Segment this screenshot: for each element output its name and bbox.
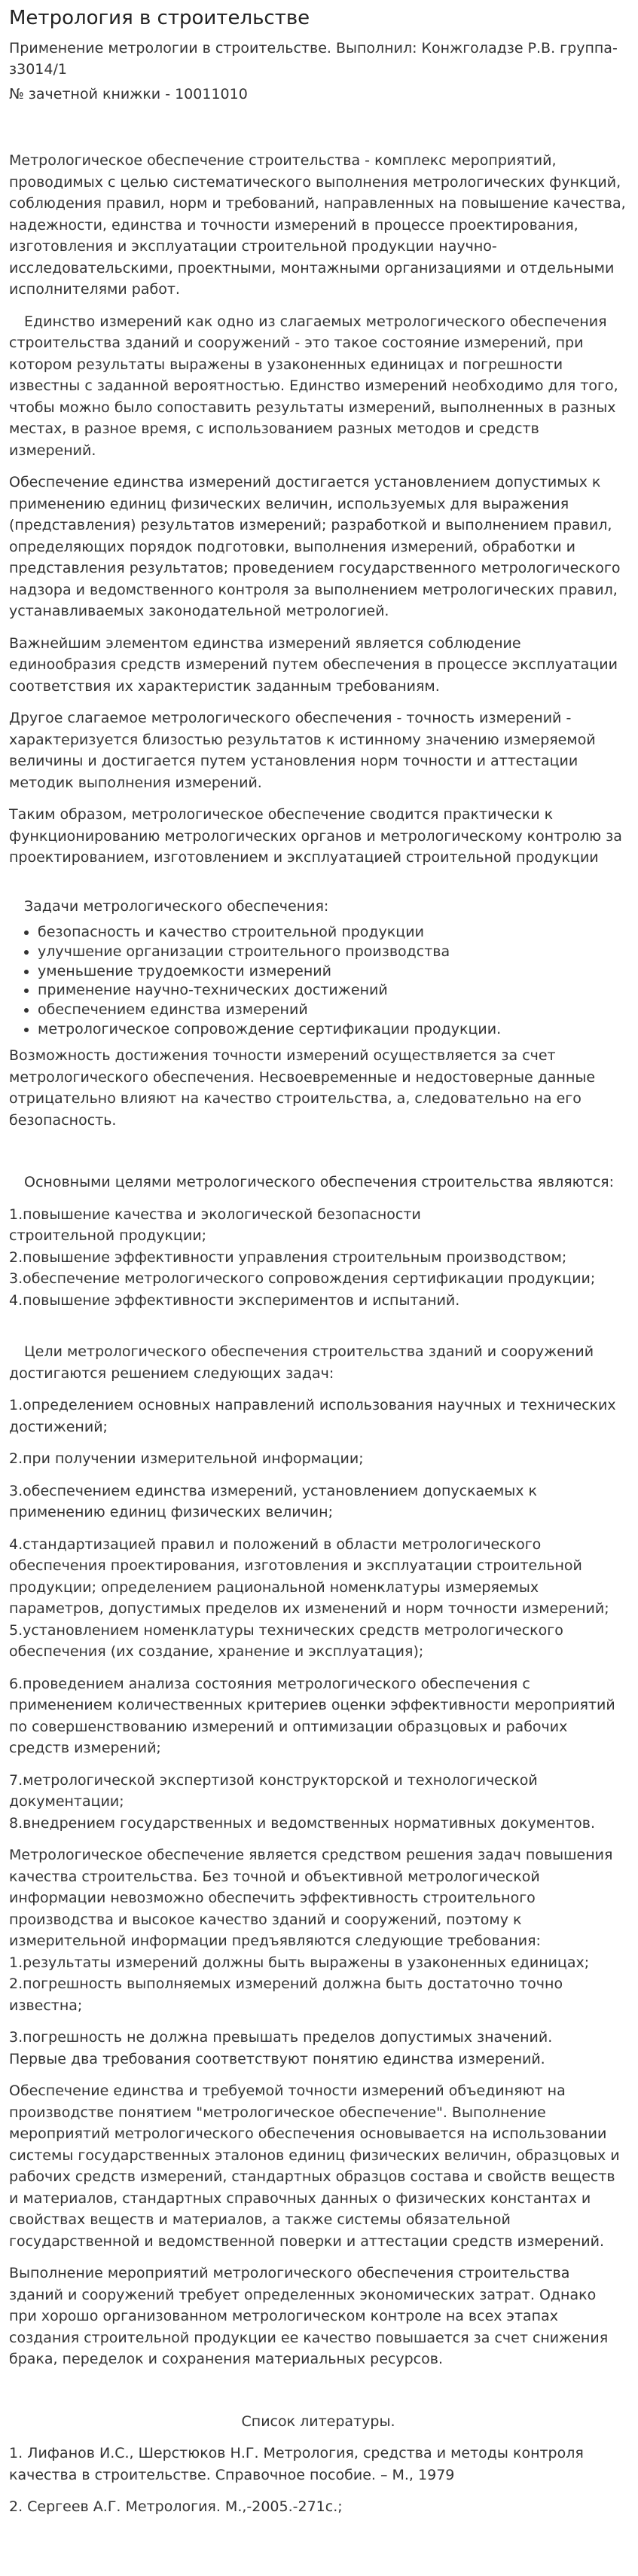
goal-item: 2.повышение эффективности управления строительным производством; (9, 1248, 567, 1266)
subtitle: Применение метрологии в строительстве. Выполнил: Конжголадзе Р.В. группа-з3014/1 (9, 39, 618, 78)
intro-paragraph: Важнейшим элементом единства измерений является соблюдение единообразия средств измерений путем обеспечения в процессе эксплуатации соответствия их характеристик заданным требованиям. (9, 634, 618, 695)
goals-heading: Основными целями метрологического обеспечения строительства являются: (24, 1174, 615, 1191)
goal-item: 3.обеспечение метрологического сопровождения сертификации продукции; (9, 1270, 596, 1288)
requirements-intro: Метрологическое обеспечение является средством решения задач повышения качества строительства. Без точной и объективной метрологической информации невозможно обеспечить эффективность строительного производства и высокое качество зданий и сооружений, поэтому к измерительной информации предъявляются следующие требования: (9, 1847, 613, 1950)
reference-item: 1. Лифанов И.С., Шерстюков Н.Г. Метрология, средства и методы контроля качества в строительстве. Справочное пособие. – М., 1979 (9, 2445, 584, 2483)
reference-item: 2. Сергеев А.Г. Метрология. М.,-2005.-271с.; (9, 2498, 343, 2516)
requirement-item: Первые два требования соответствуют понятию единства измерений. (9, 2050, 545, 2067)
intro-paragraph: Метрологическое обеспечение строительства - комплекс мероприятий, проводимых с целью систематического выполнения метрологических функций, соблюдения правил, норм и требований, направленных на повышение качества, надежности, единства и точности измерений в процессе проектирования, изготовления и эксплуатации строительной продукции научно-исследовательскими, проектными, монтажными организациями и отдельными исполнителями работ. (9, 152, 626, 298)
objective-item: 1.определением основных направлений использования научных и технических достижений; (9, 1397, 616, 1435)
goals-section (9, 1172, 627, 1311)
intro-paragraph: Единство измерений как одно из слагаемых метрологического обеспечения строительства зданий и сооружений - это такое состояние измерений, при котором результаты выражены в узаконенных единицах и погрешности известны с заданной вероятностью. Единство измерений необходимо для того, чтобы можно было сопоставить результаты измерений, выполненных в разных местах, в разное время, с использованием разных методов и средств измерений. (9, 313, 618, 459)
requirement-item: 3.погрешность не должна превышать пределов допустимых значений. (9, 2029, 553, 2046)
closing-paragraph: Выполнение мероприятий метрологического обеспечения строительства зданий и сооружений требует определенных экономических затрат. Однако при хорошо организованном метрологическом контроле на всех этапах создания строительной продукции ее качество повышается за счет снижения брака, переделок и сохранения материальных ресурсов. (9, 2265, 609, 2368)
list-item: • обеспечением единства измерений (38, 1001, 627, 1020)
references-section (9, 2411, 627, 2518)
intro-section (9, 150, 627, 869)
tasks-heading: Задачи метрологического обеспечения: (24, 897, 329, 915)
goal-item: 1.повышение качества и экологической безопасности (9, 1205, 421, 1223)
list-item: • метрологическое сопровождение сертификации продукции. (38, 1020, 627, 1040)
closing-section (9, 2080, 627, 2370)
requirement-item: 1.результаты измерений должны быть выражены в узаконенных единицах; (9, 1954, 590, 1971)
page-title: Метрология в строительстве (9, 7, 310, 29)
objectives-section (9, 1341, 627, 1834)
accuracy-note: Возможность достижения точности измерений осуществляется за счет метрологического обеспечения. Несвоевременные и недостоверные данные отрицательно влияют на качество строительства, а, следовательно на его безопасность. (9, 1047, 596, 1129)
intro-paragraph: Другое слагаемое метрологического обеспечения - точность измерений - характеризуется близостью результатов к истинному значению измеряемой величины и достигается путем установления норм точности и аттестации методик выполнения измерений. (9, 710, 596, 791)
list-item: • улучшение организации строительного производства (38, 943, 627, 962)
list-item: • уменьшение трудоемкости измерений (38, 962, 627, 982)
objectives-heading: Цели метрологического обеспечения строительства зданий и сооружений достигаются решением следующих задач: (9, 1343, 594, 1382)
goal-item: строительной продукции; (9, 1227, 207, 1245)
goal-item: 4.повышение эффективности экспериментов и испытаний. (9, 1291, 460, 1309)
objective-item: 2.при получении измерительной информации; (9, 1450, 364, 1468)
objective-item: 8.внедрением государственных и ведомственных нормативных документов. (9, 1814, 595, 1832)
references-heading: Список литературы. (241, 2413, 395, 2430)
objective-item: 4.стандартизацией правил и положений в области метрологического обеспечения проектирования, изготовления и эксплуатации строительной продукции; определением рациональной номенклатуры измеряемых параметров, допустимых пределов их изменений и норм точности измерений; (9, 1536, 609, 1618)
gradebook-number: № зачетной книжки - 10011010 (9, 85, 248, 102)
intro-paragraph: Таким образом, метрологическое обеспечение сводится практически к функционированию метрологических органов и метрологическому контролю за проектированием, изготовлением и эксплуатацией строительной продукции (9, 806, 622, 866)
objective-item: 5.установлением номенклатуры технических средств метрологического обеспечения (их создание, хранение и эксплуатация); (9, 1621, 563, 1661)
requirements-section (9, 1844, 627, 2070)
tasks-section (9, 896, 627, 1131)
tasks-list (9, 923, 627, 1039)
objective-item: 7.метрологической экспертизой конструкторской и технологической документации; (9, 1771, 538, 1811)
list-item: • применение научно-технических достижений (38, 981, 627, 1001)
list-item: • безопасность и качество строительной продукции (38, 923, 627, 943)
objective-item: 6.проведением анализа состояния метрологического обеспечения с применением количественных критериев оценки эффективности мероприятий по совершенствованию измерений и оптимизации образцовых и рабочих средств измерений; (9, 1675, 615, 1757)
closing-paragraph: Обеспечение единства и требуемой точности измерений объединяют на производстве понятием "метрологическое обеспечение". Выполнение мероприятий метрологического обеспечения основывается на использовании системы государственных эталонов единиц физических величин, образцовых и рабочих средств измерений, стандартных образцов состава и свойств веществ и материалов, стандартных справочных данных о физических константах и свойствах веществ и материалов, а также системы обязательной государственной и ведомственной поверки и аттестации средств измерений. (9, 2082, 620, 2250)
objective-item: 3.обеспечением единства измерений, установлением допускаемых к применению единиц физических величин; (9, 1482, 537, 1521)
intro-paragraph: Обеспечение единства измерений достигается установлением допустимых к применению единиц физических величин, используемых для выражения (представления) результатов измерений; разработкой и выполнением правил, определяющих порядок подготовки, выполнения измерений, обработки и представления результатов; проведением государственного метрологического надзора и ведомственного контроля за выполнением метрологических правил, устанавливаемых законодательной метрологией. (9, 474, 621, 620)
requirement-item: 2.погрешность выполняемых измерений должна быть достаточно точно известна; (9, 1976, 563, 2014)
